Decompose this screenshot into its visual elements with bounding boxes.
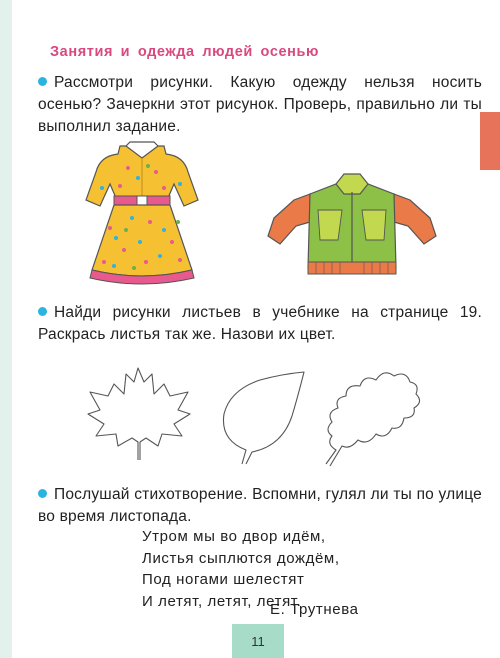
topic-title: Занятия и одежда людей осенью bbox=[50, 44, 319, 60]
textbook-page bbox=[12, 0, 500, 658]
bullet-icon bbox=[38, 489, 47, 498]
task-3-text: Послушай стихотворение. Вспомни, гулял ли ты по улице во время листопада. bbox=[38, 486, 482, 525]
task-2-text: Найди рисунки листьев в учебнике на странице 19. Раскрась листья так же. Назови их цвет. bbox=[38, 304, 482, 343]
birch-leaf-icon[interactable] bbox=[212, 368, 316, 476]
oak-leaf-icon[interactable] bbox=[312, 360, 432, 476]
poem-line: Листья сыплются дождём, bbox=[142, 549, 340, 567]
page-number bbox=[232, 624, 284, 658]
task-1 bbox=[38, 72, 482, 138]
page-number-label: 11 bbox=[251, 633, 265, 649]
summer-dress-icon[interactable] bbox=[80, 138, 204, 288]
poem-line: Под ногами шелестят bbox=[142, 571, 305, 588]
poem bbox=[142, 526, 340, 612]
poem-line: И летят, летят, летят. bbox=[142, 592, 302, 610]
task-3 bbox=[38, 484, 482, 528]
poem-author: Е. Трутнева bbox=[270, 601, 359, 618]
autumn-jacket-icon[interactable] bbox=[264, 170, 440, 282]
bullet-icon bbox=[38, 307, 47, 316]
poem-line: Утром мы во двор идём, bbox=[142, 528, 326, 545]
bullet-icon bbox=[38, 77, 47, 86]
section-tab bbox=[480, 112, 500, 170]
maple-leaf-icon[interactable] bbox=[74, 362, 202, 470]
task-2 bbox=[38, 302, 482, 346]
task-1-text: Рассмотри рисунки. Какую одежду нельзя носить осенью? Зачеркни этот рисунок. Проверь, правильно ли ты выполнил задание. bbox=[38, 74, 482, 135]
